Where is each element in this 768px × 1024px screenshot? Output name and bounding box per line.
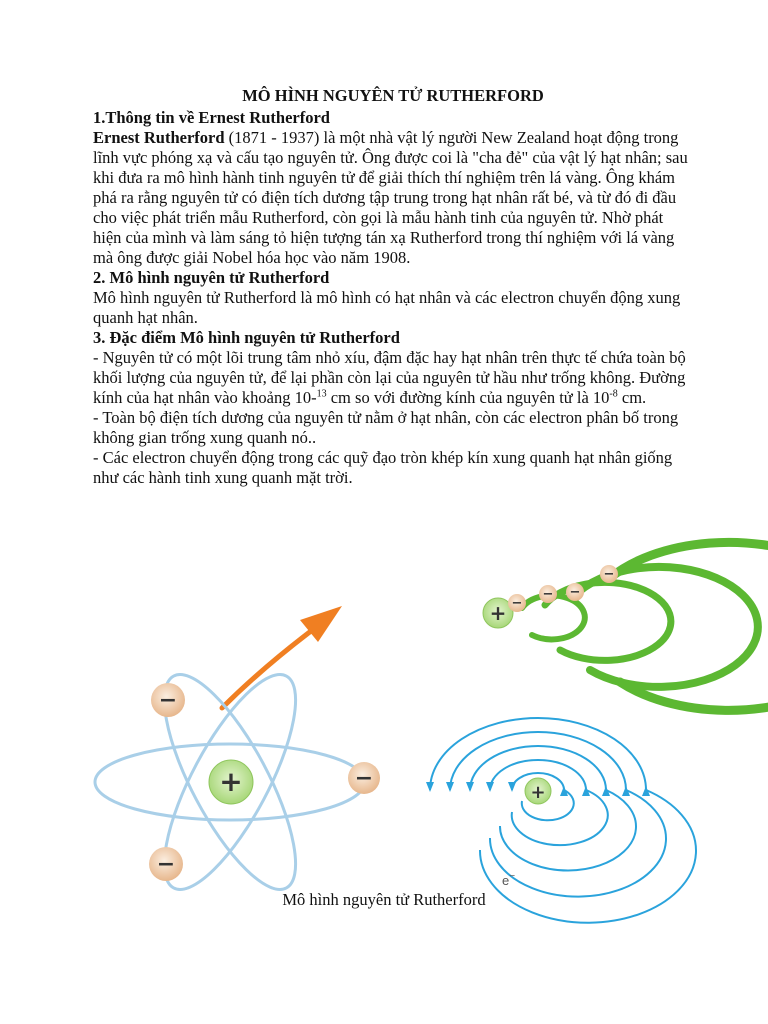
bullet1-text-a: - Nguyên tử có một lõi trung tâm nhỏ xíu, đậm đặc hay hạt nhân trên thực tế chứa toàn bộ khối lượng của nguyên tử, để lại phần còn lại của nguyên tử hầu như trống không. Đường kính của hạt nhân vào khoảng 10-	[93, 348, 686, 407]
rutherford-name: Ernest Rutherford	[93, 128, 225, 147]
atom-nucleus-plus-icon: +	[219, 765, 243, 798]
atom-electron-top-minus-icon: −	[158, 688, 178, 713]
green-nucleus-plus-icon: +	[489, 601, 507, 625]
section1-body: (1871 - 1937) là một nhà vật lý người New Zealand hoạt động trong lĩnh vực phóng xạ và cấu tạo nguyên tử. Ông được coi là "cha đẻ" của vật lý hạt nhân; sau khi đưa ra mô hình hành tinh nguyên tử để giải thích thí nghiệm trên lá vàng. Ông khám phá ra rằng nguyên tử có điện tích dương tập trung trong hạt nhân rất bé, và từ đó đi đầu cho việc phát triển mẫu Rutherford, còn gọi là mẫu hành tinh của nguyên tử. Nhờ phát hiện của mình và làm sáng tỏ hiện tượng tán xạ Rutherford trong thí nghiệm với lá vàng mà ông được giải Nobel hóa học vào năm 1908.	[93, 128, 688, 267]
section2-body: Mô hình nguyên tử Rutherford là mô hình có hạt nhân và các electron chuyển động xung quanh hạt nhân.	[93, 288, 681, 327]
blue-nucleus-plus-icon: +	[530, 782, 546, 803]
figure-caption: Mô hình nguyên tử Rutherford	[282, 890, 486, 909]
green-electron-1-minus-icon: −	[511, 596, 523, 611]
blue-orbit-1	[490, 760, 608, 845]
section1-heading: 1.Thông tin về Ernest Rutherford	[93, 108, 330, 127]
atom-electron-right-minus-icon: −	[354, 766, 374, 791]
green-electron-2-minus-icon: −	[542, 587, 554, 602]
arrow-icon	[222, 606, 342, 708]
electron-label: e−	[502, 871, 516, 888]
section3-bullet3: - Các electron chuyển động trong các quỹ đạo tròn khép kín xung quanh hạt nhân giống như các hành tinh xung quanh mặt trời.	[93, 448, 673, 487]
green-orbit-model	[483, 542, 768, 710]
document-title: MÔ HÌNH NGUYÊN TỬ RUTHERFORD	[242, 86, 544, 105]
bullet1-exponent-a: 13	[316, 388, 327, 400]
atom-electron-bottom-minus-icon: −	[156, 852, 176, 877]
green-electron-4-minus-icon: −	[603, 567, 615, 582]
green-electron-3-minus-icon: −	[569, 585, 581, 600]
section3-heading: 3. Đặc điểm Mô hình nguyên tử Rutherford	[93, 328, 400, 347]
bullet1-exponent-b: -8	[609, 388, 618, 400]
section3-bullet2: - Toàn bộ điện tích dương của nguyên tử nằm ở hạt nhân, còn các electron phân bố trong không gian trống xung quanh nó..	[93, 408, 679, 447]
bullet1-text-b: cm so với đường kính của nguyên tử là 10	[326, 388, 610, 407]
blue-orbit-2	[470, 746, 636, 870]
bullet1-text-c: cm.	[617, 388, 647, 407]
green-orbit-1	[522, 595, 585, 639]
section2-heading: 2. Mô hình nguyên tử Rutherford	[93, 268, 330, 287]
